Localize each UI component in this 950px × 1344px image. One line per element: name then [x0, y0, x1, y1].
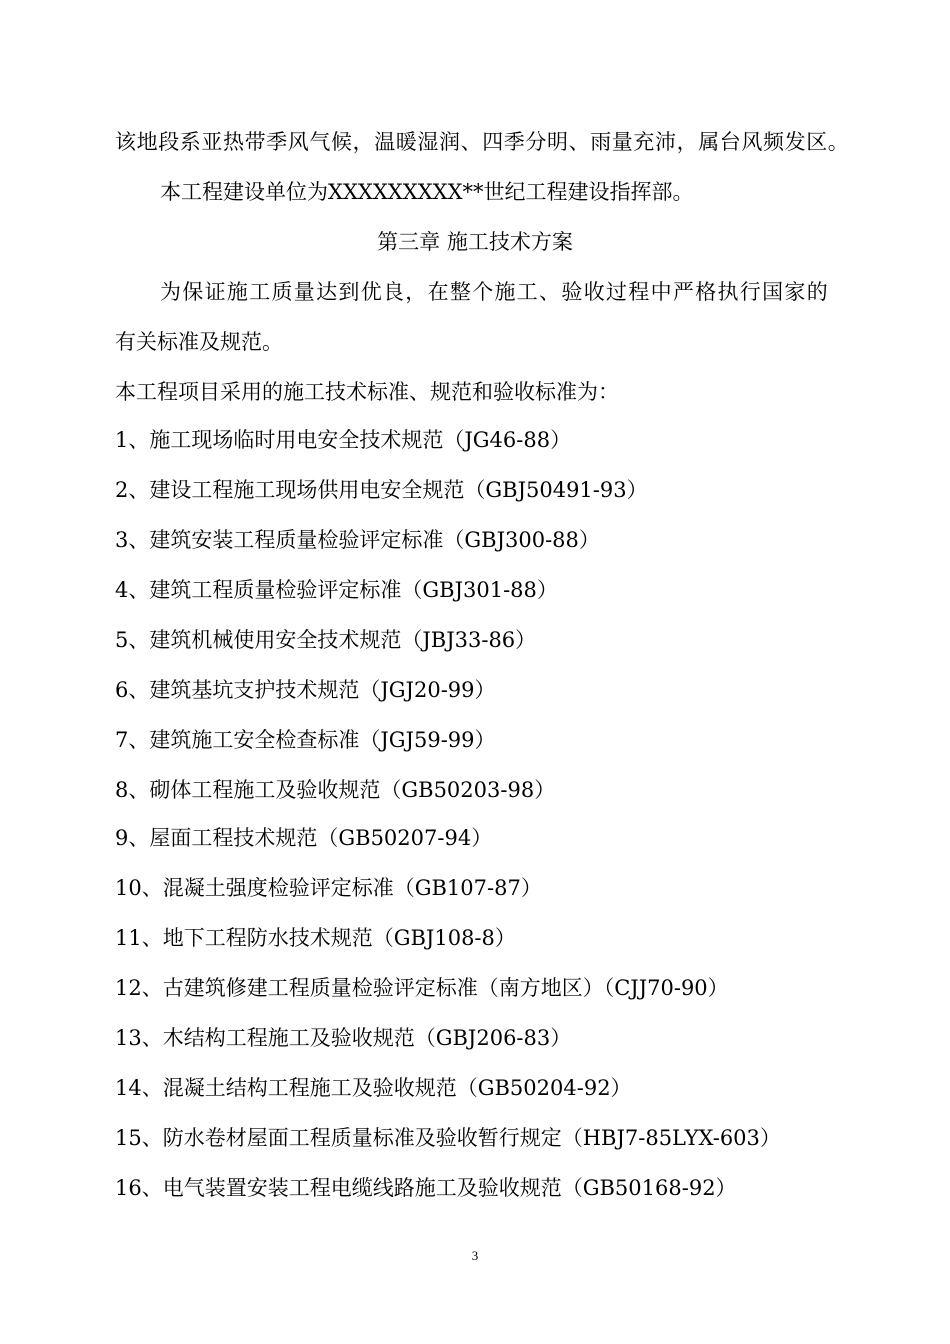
- list-item: 9、屋面工程技术规范（GB50207-94）: [115, 826, 493, 850]
- list-item: 1、施工现场临时用电安全技术规范（JG46-88）: [115, 428, 572, 452]
- paragraph-climate: 该地段系亚热带季风气候，温暖湿润、四季分明、雨量充沛，属台风频发区。: [115, 130, 850, 154]
- paragraph-quality-line1: 为保证施工质量达到优良，在整个施工、验收过程中严格执行国家的: [160, 280, 829, 304]
- paragraph-owner: 本工程建设单位为XXXXXXXXX**世纪工程建设指挥部。: [160, 180, 694, 204]
- list-item: 13、木结构工程施工及验收规范（GBJ206-83）: [115, 1026, 572, 1050]
- list-item: 11、地下工程防水技术规范（GBJ108-8）: [115, 926, 516, 950]
- list-item: 16、电气装置安装工程电缆线路施工及验收规范（GB50168-92）: [115, 1176, 737, 1200]
- list-item: 4、建筑工程质量检验评定标准（GBJ301-88）: [115, 578, 558, 602]
- list-item: 14、混凝土结构工程施工及验收规范（GB50204-92）: [115, 1076, 632, 1100]
- list-item: 10、混凝土强度检验评定标准（GB107-87）: [115, 876, 542, 900]
- page-number: 3: [471, 1248, 479, 1263]
- list-item: 8、砌体工程施工及验收规范（GB50203-98）: [115, 778, 556, 802]
- chapter-title: 第三章 施工技术方案: [377, 230, 573, 254]
- standards-intro: 本工程项目采用的施工技术标准、规范和验收标准为：: [115, 380, 619, 404]
- list-item: 12、古建筑修建工程质量检验评定标准（南方地区）（CJJ70-90）: [115, 976, 729, 1000]
- list-item: 2、建设工程施工现场供用电安全规范（GBJ50491-93）: [115, 478, 648, 502]
- list-item: 6、建筑基坑支护技术规范（JGJ20-99）: [115, 678, 496, 702]
- paragraph-quality-line2: 有关标准及规范。: [115, 330, 283, 354]
- list-item: 5、建筑机械使用安全技术规范（JBJ33-86）: [115, 628, 537, 652]
- list-item: 15、防水卷材屋面工程质量标准及验收暂行规定（HBJ7-85LYX-603）: [115, 1126, 781, 1150]
- list-item: 7、建筑施工安全检查标准（JGJ59-99）: [115, 728, 496, 752]
- list-item: 3、建筑安装工程质量检验评定标准（GBJ300-88）: [115, 528, 600, 552]
